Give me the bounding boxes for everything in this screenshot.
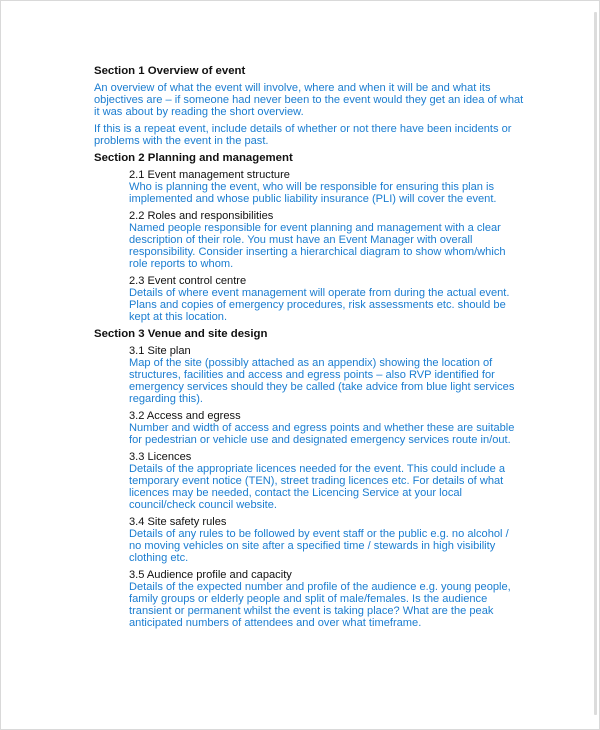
section-paragraph: If this is a repeat event, include details of whether or not there have been incidents or problems with the event in the past. xyxy=(94,123,512,147)
subsection-heading: 3.2 Access and egress xyxy=(129,410,241,422)
subsection-heading: 3.3 Licences xyxy=(129,451,192,463)
document-content xyxy=(94,65,524,634)
subsection-3-2 xyxy=(129,410,521,446)
subsection-2-2 xyxy=(129,210,521,270)
section-1-overview xyxy=(94,65,524,147)
subsection-text: Details of the expected number and profile of the audience e.g. young people, family groups or elderly people and split of male/females. Is the audience transient or permanent whilst the event is taking place? What are the peak anticipated numbers of attendees and over what timeframe. xyxy=(129,581,511,629)
subsection-3-4 xyxy=(129,516,521,564)
subsection-heading: 2.1 Event management structure xyxy=(129,169,290,181)
section-paragraph: An overview of what the event will involve, where and when it will be and what its objectives are – if someone had never been to the event would they get an idea of what it was about by reading the short overview. xyxy=(94,82,524,118)
subsection-2-1 xyxy=(129,169,521,205)
section-3-venue xyxy=(94,328,524,629)
subsection-text: Details of any rules to be followed by event staff or the public e.g. no alcohol / no moving vehicles on site after a specified time / stewards in high visibility clothing etc. xyxy=(129,528,509,564)
subsection-3-3 xyxy=(129,451,521,511)
subsection-3-5 xyxy=(129,569,521,629)
subsection-text: Map of the site (possibly attached as an appendix) showing the location of structures, facilities and access and egress points – also RVP identified for emergency services should they be called (take advice from blue light services regarding this). xyxy=(129,357,515,405)
section-heading: Section 1 Overview of event xyxy=(94,65,246,77)
subsection-text: Number and width of access and egress points and whether these are suitable for pedestrian or vehicle use and designated emergency services route in/out. xyxy=(129,422,515,446)
section-heading: Section 2 Planning and management xyxy=(94,152,293,164)
subsection-text: Details of the appropriate licences needed for the event. This could include a temporary event notice (TEN), street trading licences etc. For details of what licences may be needed, contact the Licencing Service at your local council/check council website. xyxy=(129,463,505,511)
subsection-heading: 3.1 Site plan xyxy=(129,345,191,357)
subsection-3-1 xyxy=(129,345,521,405)
subsection-heading: 2.2 Roles and responsibilities xyxy=(129,210,274,222)
vertical-scrollbar[interactable] xyxy=(594,12,597,715)
subsection-heading: 2.3 Event control centre xyxy=(129,275,247,287)
subsection-text: Who is planning the event, who will be responsible for ensuring this plan is implemented and whose public liability insurance (PLI) will cover the event. xyxy=(129,181,497,205)
subsection-heading: 3.4 Site safety rules xyxy=(129,516,227,528)
subsection-text: Named people responsible for event planning and management with a clear description of their role. You must have an Event Manager with overall responsibility. Consider inserting a hierarchical diagram to show whom/which role reports to whom. xyxy=(129,222,506,270)
subsection-2-3 xyxy=(129,275,521,323)
section-heading: Section 3 Venue and site design xyxy=(94,328,268,340)
subsection-heading: 3.5 Audience profile and capacity xyxy=(129,569,292,581)
subsection-text: Details of where event management will operate from during the actual event. Plans and copies of emergency procedures, risk assessments etc. should be kept at this location. xyxy=(129,287,510,323)
section-2-planning xyxy=(94,152,524,323)
